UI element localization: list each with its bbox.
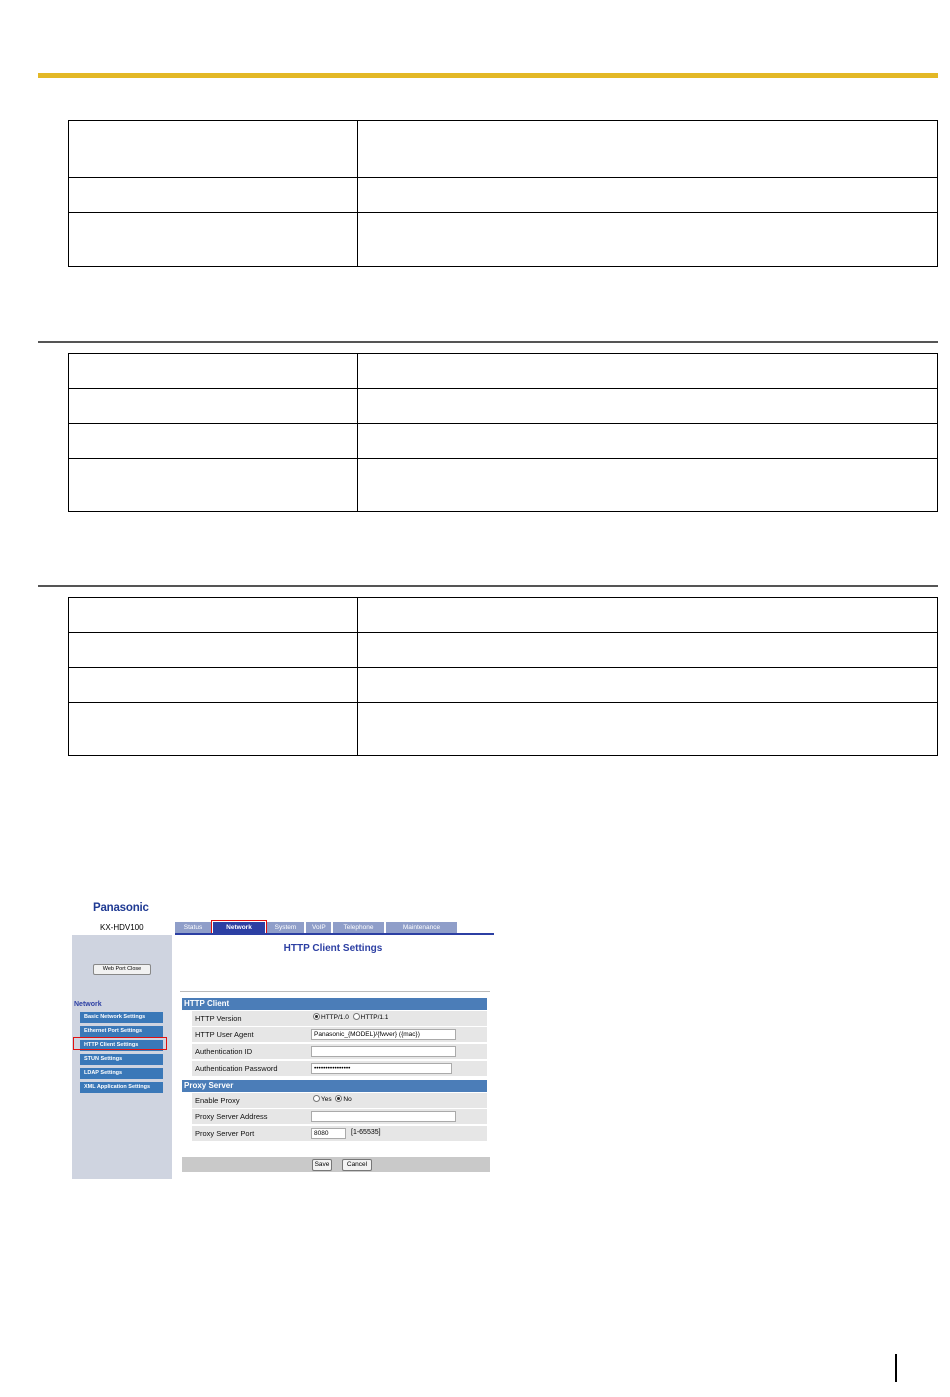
sidebar-item-ldap[interactable]: LDAP Settings [80,1068,163,1079]
sidebar [72,935,172,1179]
sidebar-item-ethernet-port[interactable]: Ethernet Port Settings [80,1026,163,1037]
user-agent-row [192,1027,487,1043]
page-number-bar [895,1354,897,1382]
sidebar-item-stun[interactable]: STUN Settings [80,1054,163,1065]
enable-proxy-row [192,1093,487,1109]
proxy-server-heading: Proxy Server [182,1080,487,1092]
auth-password-input[interactable]: •••••••••••••••• [311,1063,452,1074]
http11-option-label: HTTP/1.1 [360,1014,389,1021]
radio-http11[interactable] [353,1013,360,1020]
proxy-yes-label: Yes [321,1096,332,1103]
tab-maintenance[interactable]: Maintenance [386,922,457,933]
auth-password-label: Authentication Password [195,1064,278,1073]
panasonic-logo: Panasonic [93,902,149,914]
enable-proxy-label: Enable Proxy [195,1096,240,1105]
proxy-port-row [192,1126,487,1142]
section-divider-2 [38,585,938,587]
settings-table-1 [68,120,938,267]
title-divider [180,991,490,992]
tab-system[interactable]: System [267,922,304,933]
web-port-close-button[interactable]: Web Port Close [93,964,151,975]
proxy-port-label: Proxy Server Port [195,1129,255,1138]
user-agent-label: HTTP User Agent [195,1030,254,1039]
proxy-address-row [192,1109,487,1125]
sidebar-heading: Network [74,1001,102,1008]
enable-proxy-radios [311,1095,352,1106]
cancel-button[interactable]: Cancel [342,1159,372,1171]
radio-http10[interactable] [313,1013,320,1020]
tab-voip[interactable]: VoIP [306,922,331,933]
save-button[interactable]: Save [312,1159,332,1171]
radio-proxy-yes[interactable] [313,1095,320,1102]
proxy-no-label: No [343,1096,352,1103]
model-name: KX-HDV100 [100,923,144,932]
settings-table-3 [68,597,938,756]
http10-option-label: HTTP/1.0 [321,1014,349,1021]
proxy-address-input[interactable] [311,1111,456,1122]
section-divider-1 [38,341,938,343]
header-rule [38,73,938,78]
http-version-row [192,1011,487,1027]
http-client-heading: HTTP Client [182,998,487,1010]
sidebar-item-basic-network[interactable]: Basic Network Settings [80,1012,163,1023]
settings-table-2 [68,353,938,512]
page-title: HTTP Client Settings [283,943,383,954]
auth-id-input[interactable] [311,1046,456,1057]
tab-status[interactable]: Status [175,922,211,933]
button-bar [182,1157,490,1172]
http-version-radios [311,1013,388,1024]
tab-underline [175,933,494,935]
tab-network[interactable]: Network [213,922,265,933]
sidebar-item-xml-application[interactable]: XML Application Settings [80,1082,163,1093]
auth-id-label: Authentication ID [195,1047,253,1056]
tab-telephone[interactable]: Telephone [333,922,384,933]
proxy-port-range: [1-65535] [351,1129,381,1136]
auth-password-row [192,1061,487,1077]
web-ui-screenshot [72,896,494,1179]
radio-proxy-no[interactable] [335,1095,342,1102]
auth-id-row [192,1044,487,1060]
proxy-port-input[interactable]: 8080 [311,1128,346,1139]
user-agent-input[interactable]: Panasonic_{MODEL}/{fwver} ({mac}) [311,1029,456,1040]
proxy-address-label: Proxy Server Address [195,1112,268,1121]
sidebar-item-http-client[interactable]: HTTP Client Settings [80,1040,163,1051]
highlight-box [73,1037,167,1050]
http-version-label: HTTP Version [195,1014,242,1023]
